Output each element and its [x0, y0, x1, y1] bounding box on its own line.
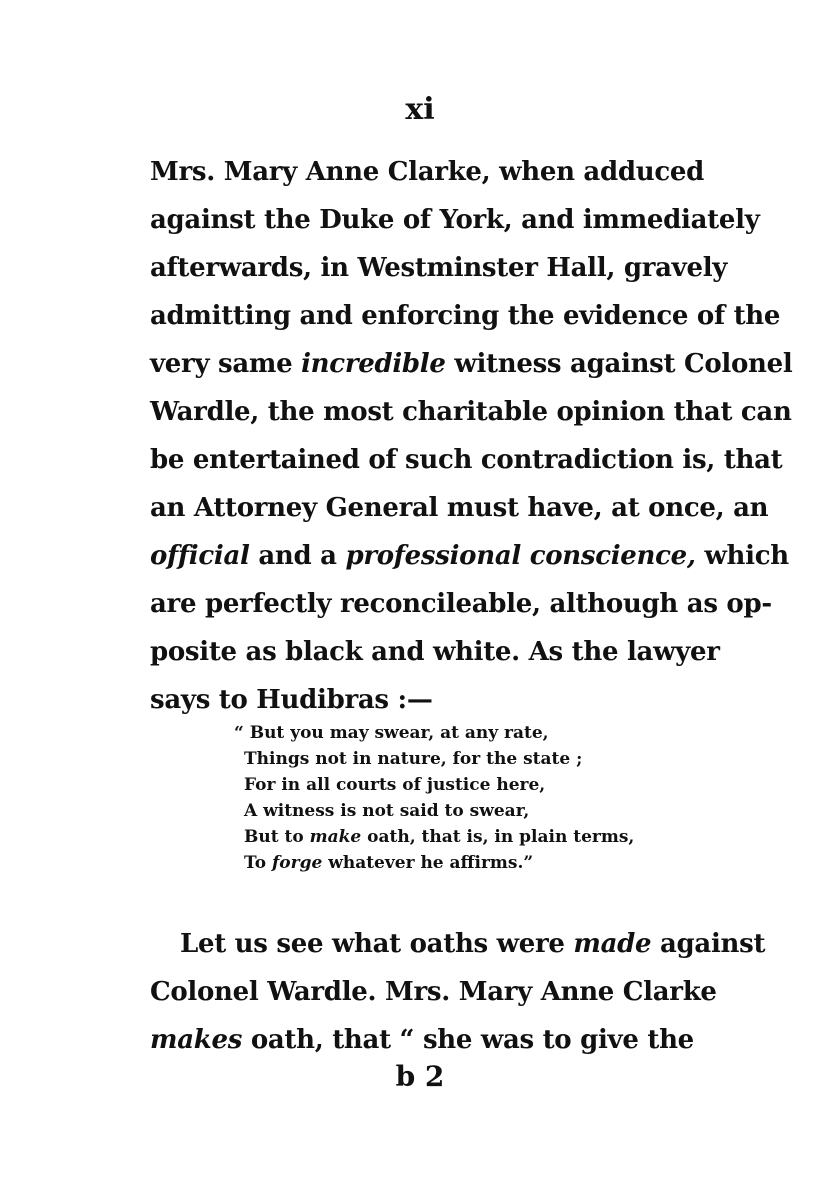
- italic-text: professional conscience,: [345, 541, 696, 571]
- text-line: Colonel Wardle. Mrs. Mary Anne Clarke: [150, 977, 717, 1007]
- text-run: But to: [244, 827, 310, 847]
- paragraph-2: [150, 920, 766, 1064]
- text-run: which: [695, 541, 789, 571]
- text-run: very same: [150, 349, 302, 379]
- verse-line: [234, 772, 654, 798]
- verse-line: “ But you may swear, at any rate,: [234, 723, 549, 743]
- text-line: says to Hudibras :—: [150, 685, 433, 715]
- italic-text: make: [309, 827, 362, 847]
- text-run: and a: [249, 541, 346, 571]
- italic-text: incredible: [301, 349, 446, 379]
- text-line: [150, 920, 766, 968]
- verse-line: [234, 824, 654, 850]
- text-line: [150, 532, 789, 580]
- italic-text: made: [573, 929, 652, 959]
- text-run: whatever he affirms.”: [322, 853, 534, 873]
- text-run: against: [651, 929, 766, 959]
- paragraph-1: [150, 148, 793, 724]
- text-run: For in all courts of justice here,: [244, 775, 546, 795]
- text-run: Things not in nature, for the state ;: [244, 749, 583, 769]
- text-run: oath, that “ she was to give the: [242, 1025, 694, 1055]
- text-line: [150, 340, 793, 388]
- text-line: be entertained of such contradiction is, that: [150, 445, 783, 475]
- text-line: are perfectly reconcileable, although as op-: [150, 589, 772, 619]
- verse-quotation: [234, 720, 654, 876]
- text-run: To: [244, 853, 272, 873]
- text-run: oath, that is, in plain terms,: [361, 827, 635, 847]
- italic-text: forge: [271, 853, 323, 873]
- italic-text: official: [150, 541, 250, 571]
- text-run: witness against Colonel: [445, 349, 793, 379]
- text-line: afterwards, in Westminster Hall, gravely: [150, 253, 728, 283]
- text-line: admitting and enforcing the evidence of the: [150, 301, 781, 331]
- text-line: Wardle, the most charitable opinion that can: [150, 397, 792, 427]
- text-line: [150, 1016, 694, 1064]
- text-run: A witness is not said to swear,: [244, 801, 530, 821]
- text-run: Let us see what oaths were: [180, 929, 574, 959]
- page-number: xi: [405, 92, 435, 127]
- text-line: Mrs. Mary Anne Clarke, when adduced: [150, 157, 704, 187]
- text-line: posite as black and white. As the lawyer: [150, 637, 720, 667]
- verse-line: [234, 850, 654, 876]
- verse-line: [234, 746, 654, 772]
- verse-line: [234, 798, 654, 824]
- text-line: against the Duke of York, and immediately: [150, 205, 760, 235]
- italic-text: makes: [150, 1025, 243, 1055]
- signature-mark: b 2: [395, 1060, 445, 1093]
- text-line: an Attorney General must have, at once, an: [150, 493, 769, 523]
